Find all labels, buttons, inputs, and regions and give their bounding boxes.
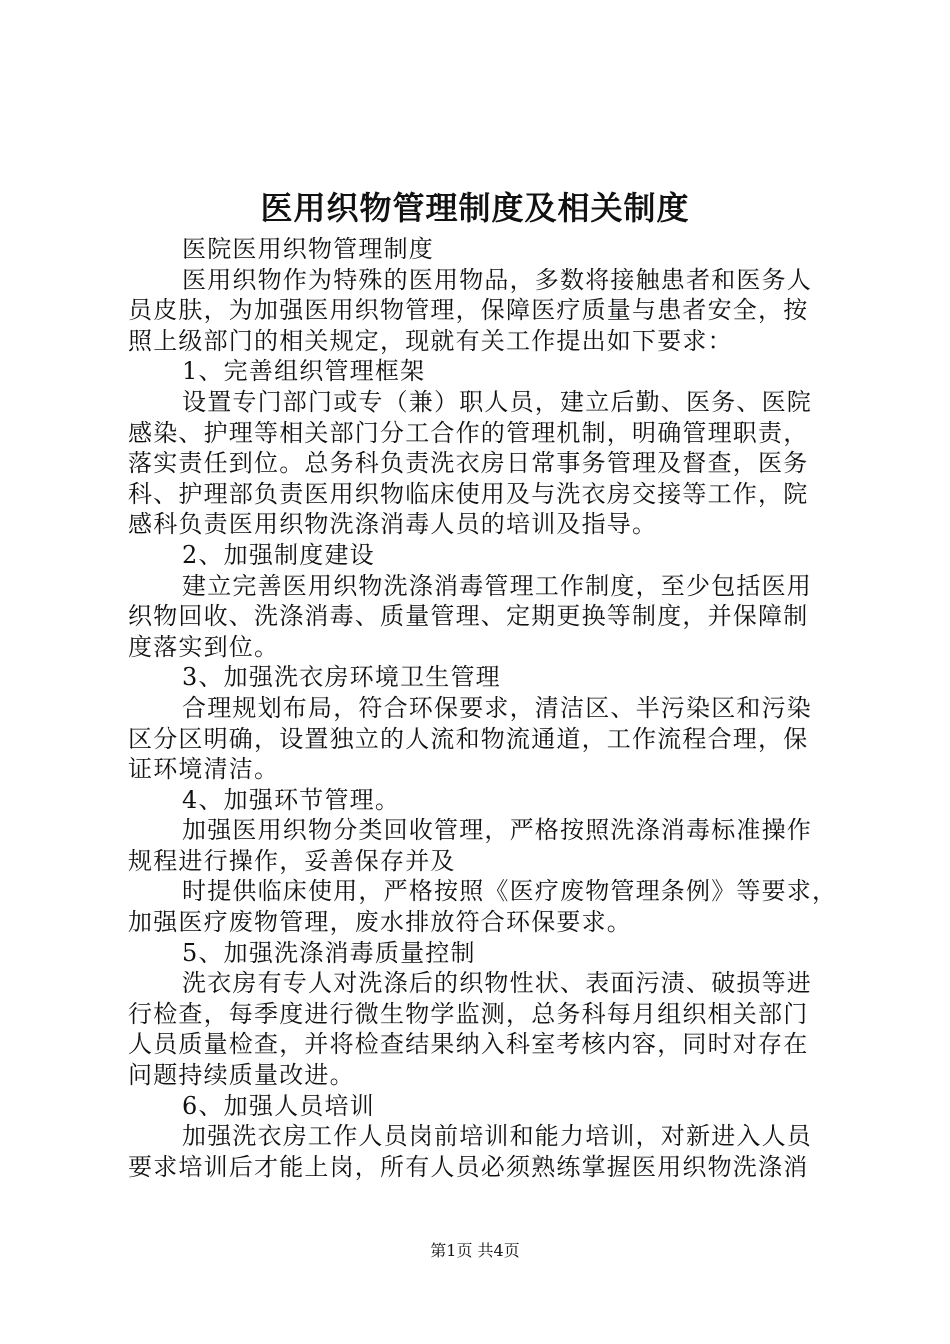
body-line: 加强医疗废物管理，废水排放符合环保要求。	[128, 908, 632, 937]
body-line: 织物回收、洗涤消毒、质量管理、定期更换等制度，并保障制	[128, 602, 809, 631]
body-line: 感染、护理等相关部门分工合作的管理机制，明确管理职责，	[128, 418, 809, 447]
body-line: 加强洗衣房工作人员岗前培训和能力培训，对新进入人员	[182, 1122, 812, 1151]
body-line: 洗衣房有专人对洗涤后的织物性状、表面污渍、破损等进	[182, 969, 812, 998]
body-line: 人员质量检查，并将检查结果纳入科室考核内容，同时对存在	[128, 1030, 809, 1059]
body-line: 照上级部门的相关规定，现就有关工作提出如下要求：	[128, 326, 733, 355]
body-line: 5、加强洗涤消毒质量控制	[182, 938, 476, 967]
document-title: 医用织物管理制度及相关制度	[260, 189, 690, 227]
body-line: 落实责任到位。总务科负责洗衣房日常事务管理及督查，医务	[128, 449, 809, 478]
body-line: 时提供临床使用，严格按照《医疗废物管理条例》等要求，	[182, 877, 838, 906]
body-line: 加强医用织物分类回收管理，严格按照洗涤消毒标准操作	[182, 816, 812, 845]
document-body	[128, 234, 838, 1182]
body-line: 规程进行操作，妥善保存并及	[128, 846, 456, 875]
body-line: 6、加强人员培训	[182, 1091, 375, 1120]
body-line: 度落实到位。	[128, 632, 280, 661]
body-line: 问题持续质量改进。	[128, 1061, 355, 1090]
body-line: 4、加强环节管理。	[182, 785, 401, 814]
body-line: 医院医用织物管理制度	[182, 235, 434, 263]
body-line: 员皮肤，为加强医用织物管理，保障医疗质量与患者安全，按	[128, 296, 809, 325]
body-line: 要求培训后才能上岗，所有人员必须熟练掌握医用织物洗涤消	[128, 1152, 809, 1181]
body-line: 证环境清洁。	[128, 755, 280, 784]
body-line: 感科负责医用织物洗涤消毒人员的培训及指导。	[128, 510, 658, 539]
body-line: 合理规划布局，符合环保要求，清洁区、半污染区和污染	[182, 693, 812, 722]
body-line: 3、加强洗衣房环境卫生管理	[182, 663, 501, 692]
body-line: 行检查，每季度进行微生物学监测，总务科每月组织相关部门	[128, 999, 809, 1028]
body-line: 医用织物作为特殊的医用物品，多数将接触患者和医务人	[182, 265, 812, 294]
body-line: 科、护理部负责医用织物临床使用及与洗衣房交接等工作，院	[128, 479, 809, 508]
body-line: 区分区明确，设置独立的人流和物流通道，工作流程合理，保	[128, 724, 809, 753]
body-line: 建立完善医用织物洗涤消毒管理工作制度，至少包括医用	[182, 571, 812, 600]
body-line: 设置专门部门或专（兼）职人员，建立后勤、医务、医院	[182, 387, 812, 416]
body-line: 1、完善组织管理框架	[182, 357, 426, 386]
body-line: 2、加强制度建设	[182, 540, 375, 569]
page-footer: 第1页 共4页	[430, 1241, 520, 1260]
